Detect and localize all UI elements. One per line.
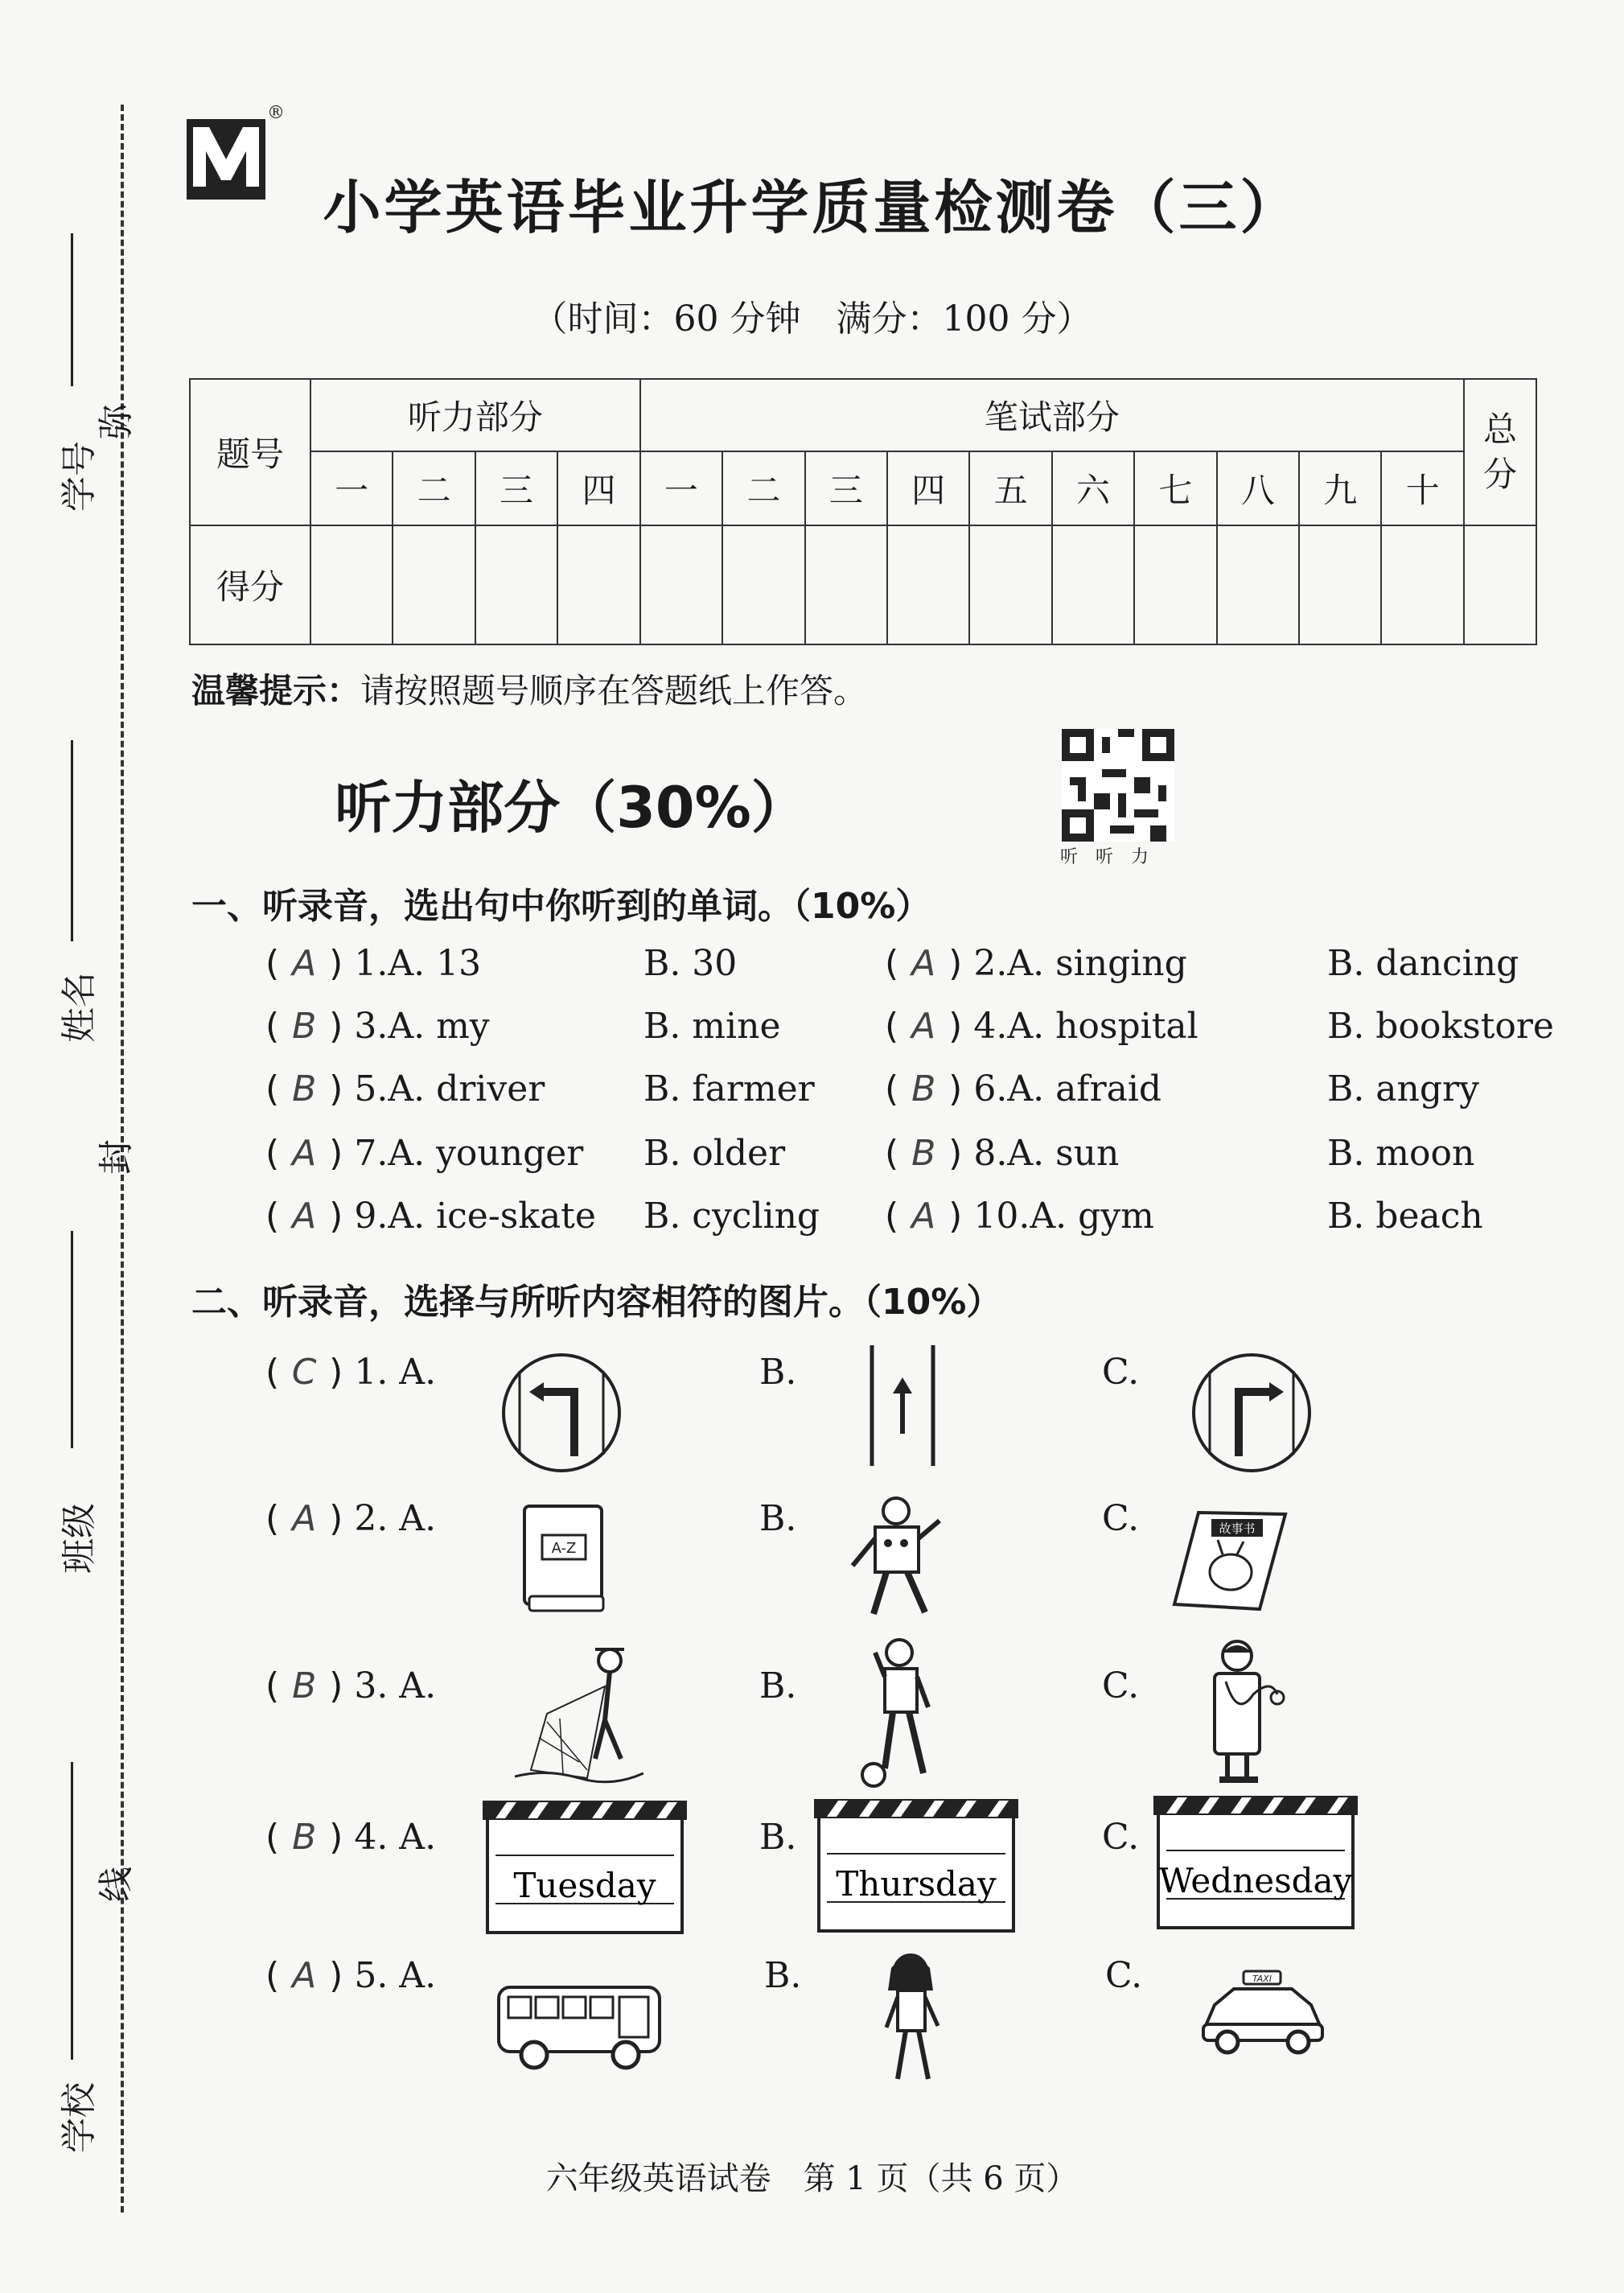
part1-q6[interactable]: ( B ) 6.A. afraid bbox=[885, 1068, 1162, 1109]
part1-q1-option-b: B. 30 bbox=[643, 943, 738, 984]
svg-text:TAXI: TAXI bbox=[1252, 1974, 1272, 1984]
part1-q9[interactable]: ( A ) 9.A. ice-skate bbox=[265, 1196, 596, 1237]
robot-toy-icon[interactable] bbox=[845, 1493, 949, 1627]
svg-text:故事书: 故事书 bbox=[1219, 1521, 1256, 1536]
part1-q8[interactable]: ( B ) 8.A. sun bbox=[885, 1133, 1120, 1174]
part2-q3[interactable]: ( B ) 3. A. bbox=[265, 1665, 437, 1706]
part2-q2[interactable]: ( A ) 2. A. bbox=[265, 1498, 437, 1539]
exam-title: 小学英语毕业升学质量检测卷（三） bbox=[323, 174, 1301, 241]
part1-q2[interactable]: ( A ) 2.A. singing bbox=[885, 943, 1187, 984]
turn-left-sign-icon[interactable] bbox=[500, 1352, 623, 1477]
publisher-logo: ® bbox=[187, 119, 265, 200]
school-label: 学校 bbox=[59, 2082, 100, 2153]
qr-caption: 听听力 bbox=[1060, 847, 1167, 867]
col-writing-8: 八 bbox=[1217, 451, 1299, 525]
part2-q5-label-c: C. bbox=[1105, 1955, 1143, 1996]
score-cell[interactable] bbox=[475, 525, 557, 644]
col-writing-7: 七 bbox=[1134, 451, 1216, 525]
part2-q5[interactable]: ( A ) 5. A. bbox=[265, 1955, 437, 1996]
part1-q10[interactable]: ( A ) 10.A. gym bbox=[885, 1196, 1154, 1237]
score-row-header: 得分 bbox=[190, 525, 310, 644]
name-label: 姓名 bbox=[59, 972, 100, 1043]
svg-text:Tuesday: Tuesday bbox=[513, 1866, 656, 1905]
part2-q2-label-b: B. bbox=[759, 1498, 797, 1539]
score-cell[interactable] bbox=[1381, 525, 1464, 644]
svg-text:A-Z: A-Z bbox=[551, 1540, 577, 1557]
storybook-icon[interactable] bbox=[1170, 1505, 1290, 1617]
part2-q3-label-b: B. bbox=[759, 1665, 797, 1706]
day-board-thursday[interactable] bbox=[808, 1797, 1025, 1937]
col-listening-4: 四 bbox=[557, 451, 639, 525]
part1-q8-option-b: B. moon bbox=[1327, 1133, 1475, 1174]
col-writing-10: 十 bbox=[1381, 451, 1464, 525]
class-blank[interactable] bbox=[71, 1231, 73, 1448]
reminder: 温馨提示：请按照题号顺序在答题纸上作答。 bbox=[191, 671, 868, 710]
part2-q1-label-c: C. bbox=[1102, 1352, 1140, 1393]
part2-q1[interactable]: ( C ) 1. A. bbox=[265, 1352, 437, 1393]
qr-code-icon[interactable] bbox=[1062, 729, 1174, 842]
score-cell[interactable] bbox=[393, 525, 475, 644]
student-id-label: 学号 bbox=[59, 441, 100, 512]
part1-q4-option-b: B. bookstore bbox=[1327, 1006, 1554, 1047]
part2-q4[interactable]: ( B ) 4. A. bbox=[265, 1817, 437, 1858]
score-cell[interactable] bbox=[1134, 525, 1216, 644]
col-writing-3: 三 bbox=[805, 451, 887, 525]
part1-q10-option-b: B. beach bbox=[1327, 1196, 1483, 1237]
part1-q3-option-b: B. mine bbox=[643, 1006, 781, 1047]
score-cell[interactable] bbox=[557, 525, 639, 644]
score-cell[interactable] bbox=[310, 525, 393, 644]
part2-q4-label-b: B. bbox=[759, 1817, 797, 1858]
day-board-wednesday[interactable] bbox=[1147, 1794, 1364, 1934]
col-writing-1: 一 bbox=[640, 451, 722, 525]
score-cell[interactable] bbox=[969, 525, 1051, 644]
part1-q3[interactable]: ( B ) 3.A. my bbox=[265, 1006, 490, 1047]
part1-q1[interactable]: ( A ) 1.A. 13 bbox=[265, 943, 482, 984]
part1-q5[interactable]: ( B ) 5.A. driver bbox=[265, 1068, 545, 1109]
dictionary-book-icon[interactable] bbox=[518, 1501, 608, 1619]
page-footer: 六年级英语试卷 第 1 页（共 6 页） bbox=[545, 2160, 1079, 2197]
part1-q7-option-b: B. older bbox=[643, 1133, 786, 1174]
class-label: 班级 bbox=[59, 1503, 100, 1574]
col-writing-9: 九 bbox=[1299, 451, 1381, 525]
part2-q1-label-b: B. bbox=[759, 1352, 797, 1393]
listening-section-title: 听力部分（30%） bbox=[335, 775, 808, 841]
part1-q7[interactable]: ( A ) 7.A. younger bbox=[265, 1133, 584, 1174]
writing-part-header: 笔试部分 bbox=[640, 379, 1464, 451]
part1-q6-option-b: B. angry bbox=[1327, 1068, 1479, 1109]
col-listening-3: 三 bbox=[475, 451, 557, 525]
football-player-icon[interactable] bbox=[861, 1636, 949, 1793]
part2-heading: 二、听录音，选择与所听内容相符的图片。（10%） bbox=[191, 1282, 1002, 1323]
part1-heading: 一、听录音，选出句中你听到的单词。（10%） bbox=[191, 886, 931, 927]
part2-q4-label-c: C. bbox=[1102, 1817, 1140, 1858]
part1-q4[interactable]: ( A ) 4.A. hospital bbox=[885, 1006, 1198, 1047]
taxi-icon[interactable] bbox=[1198, 1968, 1327, 2060]
col-listening-2: 二 bbox=[393, 451, 475, 525]
fisherman-icon[interactable] bbox=[515, 1641, 643, 1789]
score-cell[interactable] bbox=[722, 525, 804, 644]
svg-text:Wednesday: Wednesday bbox=[1158, 1861, 1353, 1900]
exam-time-info: （时间：60 分钟 满分：100 分） bbox=[532, 298, 1092, 340]
score-cell[interactable] bbox=[805, 525, 887, 644]
doctor-icon[interactable] bbox=[1190, 1638, 1295, 1789]
col-writing-2: 二 bbox=[722, 451, 804, 525]
col-listening-1: 一 bbox=[310, 451, 393, 525]
part1-q5-option-b: B. farmer bbox=[643, 1068, 815, 1109]
seal-char-mi: 弥 bbox=[96, 404, 137, 439]
question-number-header: 题号 bbox=[190, 379, 310, 525]
svg-text:Thursday: Thursday bbox=[836, 1864, 997, 1904]
total-score-header: 总分 bbox=[1464, 379, 1536, 525]
part1-q2-option-b: B. dancing bbox=[1327, 943, 1519, 984]
col-writing-6: 六 bbox=[1052, 451, 1134, 525]
listening-part-header: 听力部分 bbox=[310, 379, 640, 451]
part1-q9-option-b: B. cycling bbox=[643, 1196, 820, 1237]
score-cell[interactable] bbox=[1299, 525, 1381, 644]
day-board-tuesday[interactable] bbox=[476, 1799, 693, 1939]
turn-right-sign-icon[interactable] bbox=[1190, 1352, 1313, 1477]
score-cell-total[interactable] bbox=[1464, 525, 1536, 644]
score-cell[interactable] bbox=[1217, 525, 1299, 644]
school-blank[interactable] bbox=[71, 1762, 73, 2060]
score-cell[interactable] bbox=[887, 525, 969, 644]
go-straight-sign-icon[interactable] bbox=[862, 1345, 943, 1469]
part2-q5-label-b: B. bbox=[764, 1955, 802, 1996]
score-cell[interactable] bbox=[640, 525, 722, 644]
score-cell[interactable] bbox=[1052, 525, 1134, 644]
girl-walking-icon[interactable] bbox=[874, 1950, 951, 2090]
part2-q2-label-c: C. bbox=[1102, 1498, 1140, 1539]
part2-q3-label-c: C. bbox=[1102, 1665, 1140, 1706]
score-table bbox=[189, 378, 1537, 645]
col-writing-5: 五 bbox=[969, 451, 1051, 525]
seal-char-xian: 线 bbox=[96, 1867, 137, 1902]
col-writing-4: 四 bbox=[887, 451, 969, 525]
bus-icon[interactable] bbox=[494, 1981, 668, 2074]
seal-char-feng: 封 bbox=[96, 1139, 137, 1175]
